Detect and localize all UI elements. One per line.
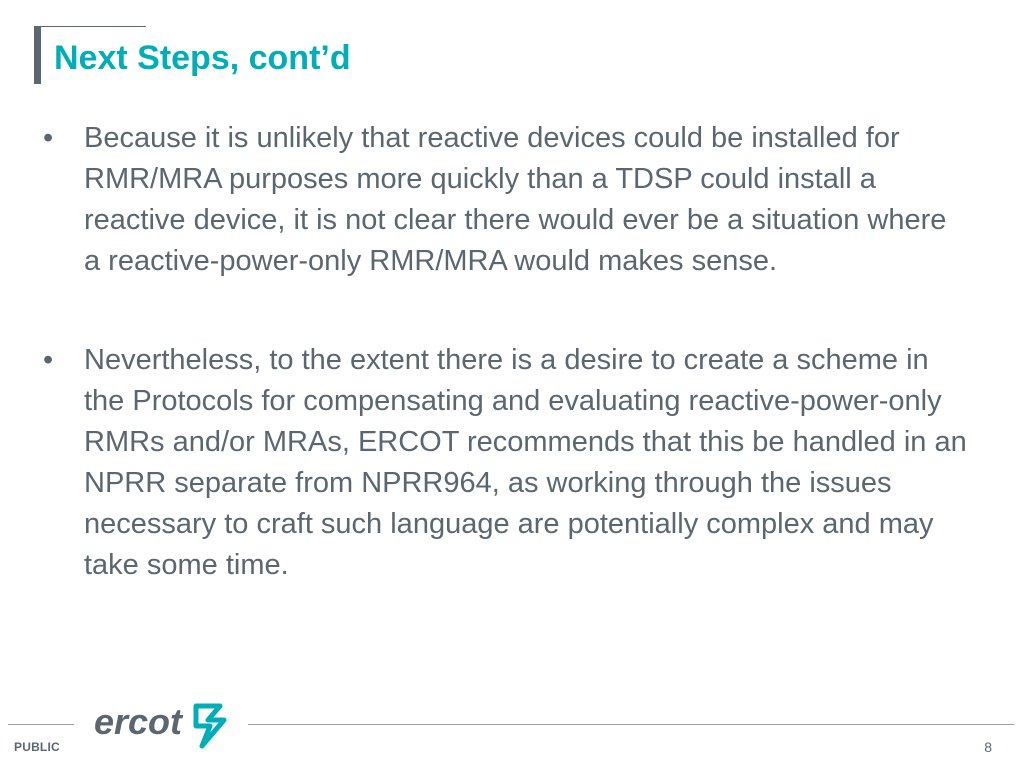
- bullet-text-1: Because it is unlikely that reactive devices could be installed for RMR/MRA purposes more quickly than a TDSP could install a reactive device, it is not clear there would ever be a situation where a reactive-power-only RMR/MRA would makes sense.: [84, 122, 947, 277]
- footer-rule-left: [8, 724, 74, 725]
- title-top-rule: [34, 26, 146, 27]
- bullet-marker: •: [43, 344, 54, 376]
- logo-wordmark: ercot: [94, 701, 183, 742]
- classification-label: PUBLIC: [14, 740, 60, 754]
- slide-title: Next Steps, cont’d: [54, 39, 351, 77]
- page-number: 8: [984, 739, 992, 755]
- ercot-logo: [92, 698, 232, 754]
- bullet-text-2: Nevertheless, to the extent there is a desire to create a scheme in the Protocols for compensating and evaluating reactive-power-only RMRs and/or MRAs, ERCOT recommends that this be handled in an NPRR separate from NPRR964, as working through the issues necessary to craft such language are potentially complex and may take some time.: [84, 344, 967, 581]
- bullet-item-1: [40, 118, 970, 282]
- bullet-item-2: [40, 340, 970, 586]
- bullet-marker: •: [43, 122, 54, 154]
- bullet-list: [40, 118, 970, 586]
- footer-rule-right: [248, 724, 1014, 725]
- ercot-lightning-icon: [196, 706, 224, 746]
- title-accent-bar: [34, 26, 41, 84]
